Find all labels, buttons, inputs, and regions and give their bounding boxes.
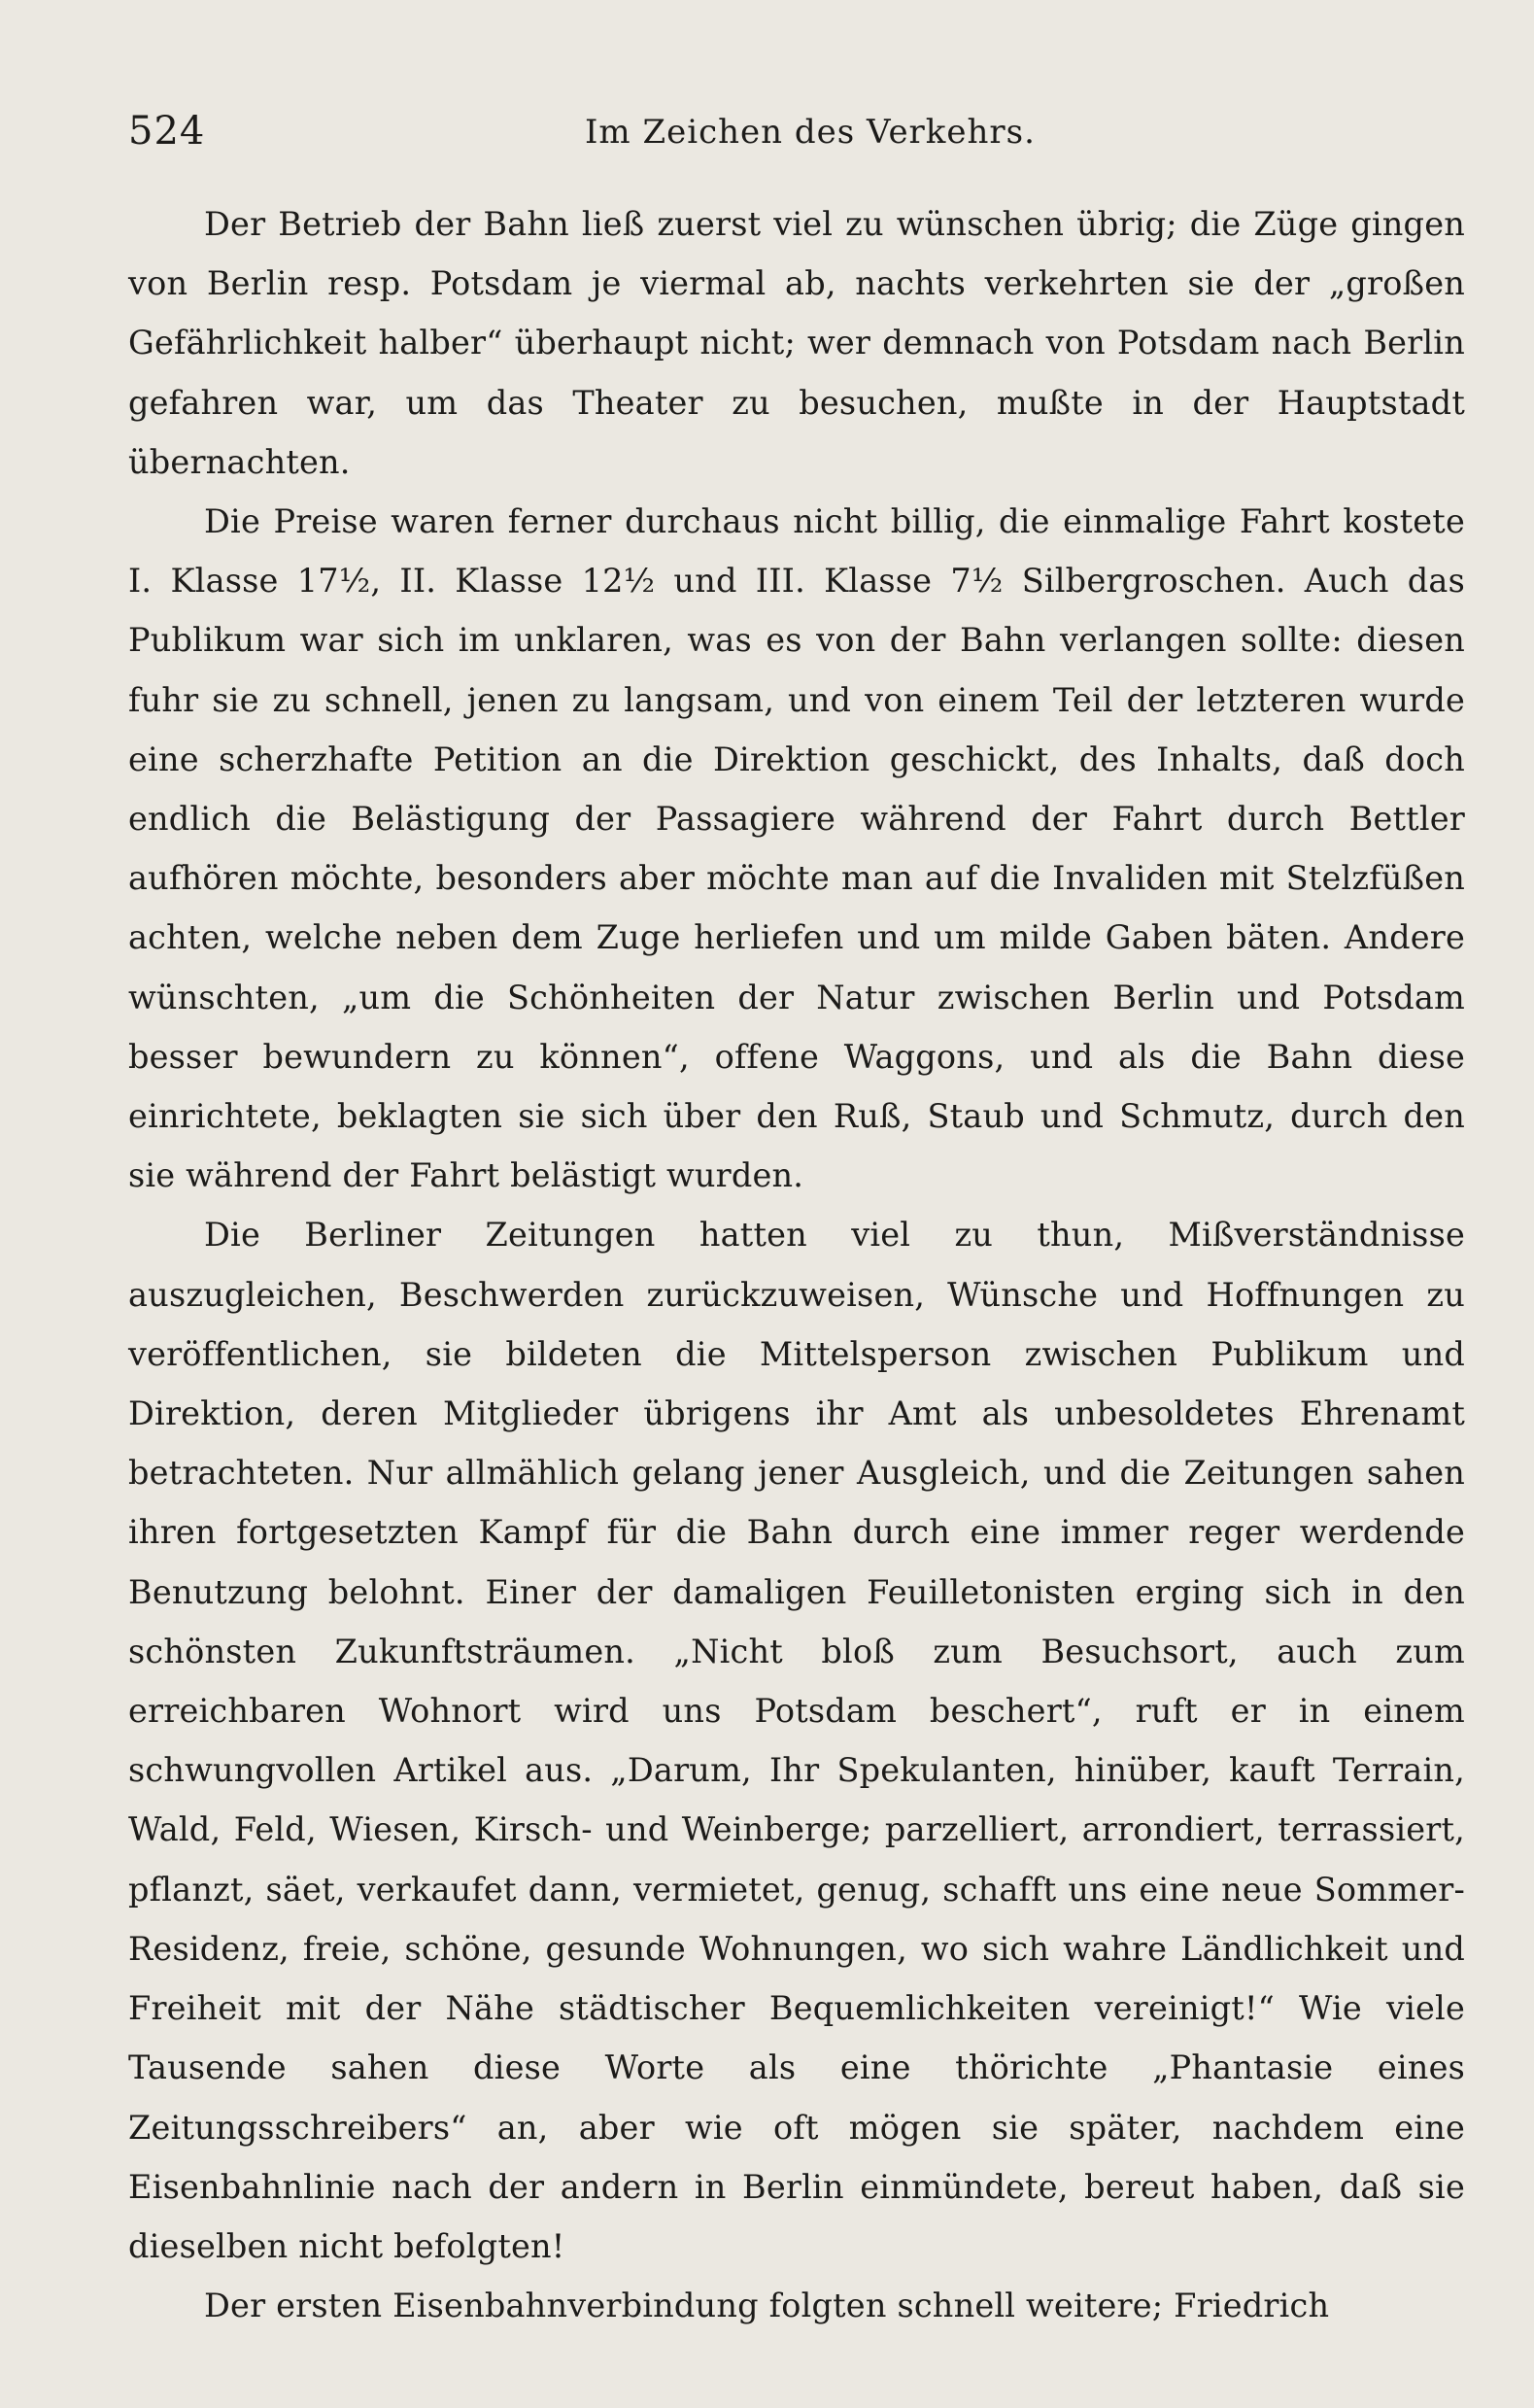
- page-number: 524: [128, 109, 206, 154]
- page-header: [128, 109, 1447, 167]
- body-text: [128, 194, 1465, 2335]
- paragraph-1: Der Betrieb der Bahn ließ zuerst viel zu wünschen übrig; die Züge gingen von Berlin resp. Potsdam je viermal ab, nachts verkehrten sie der „großen Gefährlichkeit halber“ überhaupt nicht; wer demnach von Potsdam nach Berlin gefahren war, um das Theater zu besuchen, mußte in der Hauptstadt übernachten.: [128, 205, 1465, 481]
- paragraph-3: Die Berliner Zeitungen hatten viel zu thun, Mißverständnisse auszugleichen, Beschwerden zurückzuweisen, Wünsche und Hoffnungen zu veröffentlichen, sie bildeten die Mittelsperson zwischen Publikum und Direktion, deren Mitglieder übrigens ihr Amt als unbesoldetes Ehrenamt betrachteten. Nur allmählich gelang jener Ausgleich, und die Zeitungen sahen ihren fortgesetzten Kampf für die Bahn durch eine immer reger werdende Benutzung belohnt. Einer der damaligen Feuilletonisten erging sich in den schönsten Zukunftsträumen. „Nicht bloß zum Besuchsort, auch zum erreichbaren Wohnort wird uns Potsdam beschert“, ruft er in einem schwungvollen Artikel aus. „Darum, Ihr Spekulanten, hinüber, kauft Terrain, Wald, Feld, Wiesen, Kirsch- und Weinberge; parzelliert, arrondiert, terrassiert, pflanzt, säet, verkaufet dann, vermietet, genug, schafft uns eine neue Sommer-Residenz, freie, schöne, gesunde Wohnungen, wo sich wahre Ländlichkeit und Freiheit mit der Nähe städtischer Bequemlichkeiten vereinigt!“ Wie viele Tausende sahen diese Worte als eine thörichte „Phantasie eines Zeitungsschreibers“ an, aber wie oft mögen sie später, nachdem eine Eisenbahnlinie nach der andern in Berlin einmündete, bereut haben, daß sie dieselben nicht befolgten!: [128, 1216, 1465, 2265]
- paragraph-4: Der ersten Eisenbahnverbindung folgten schnell weitere; Friedrich: [204, 2287, 1330, 2325]
- running-title: Im Zeichen des Verkehrs.: [585, 113, 1036, 152]
- paragraph-2: Die Preise waren ferner durchaus nicht billig, die einmalige Fahrt kostete I. Klasse 17½, II. Klasse 12½ und III. Klasse 7½ Silbergroschen. Auch das Publikum war sich im unklaren, was es von der Bahn verlangen sollte: diesen fuhr sie zu schnell, jenen zu langsam, und von einem Teil der letzteren wurde eine scherzhafte Petition an die Direktion geschickt, des Inhalts, daß doch endlich die Belästigung der Passagiere während der Fahrt durch Bettler aufhören möchte, besonders aber möchte man auf die Invaliden mit Stelzfüßen achten, welche neben dem Zuge herliefen und um milde Gaben bäten. Andere wünschten, „um die Schönheiten der Natur zwischen Berlin und Potsdam besser bewundern zu können“, offene Waggons, und als die Bahn diese einrichtete, beklagten sie sich über den Ruß, Staub und Schmutz, durch den sie während der Fahrt belästigt wurden.: [128, 502, 1465, 1195]
